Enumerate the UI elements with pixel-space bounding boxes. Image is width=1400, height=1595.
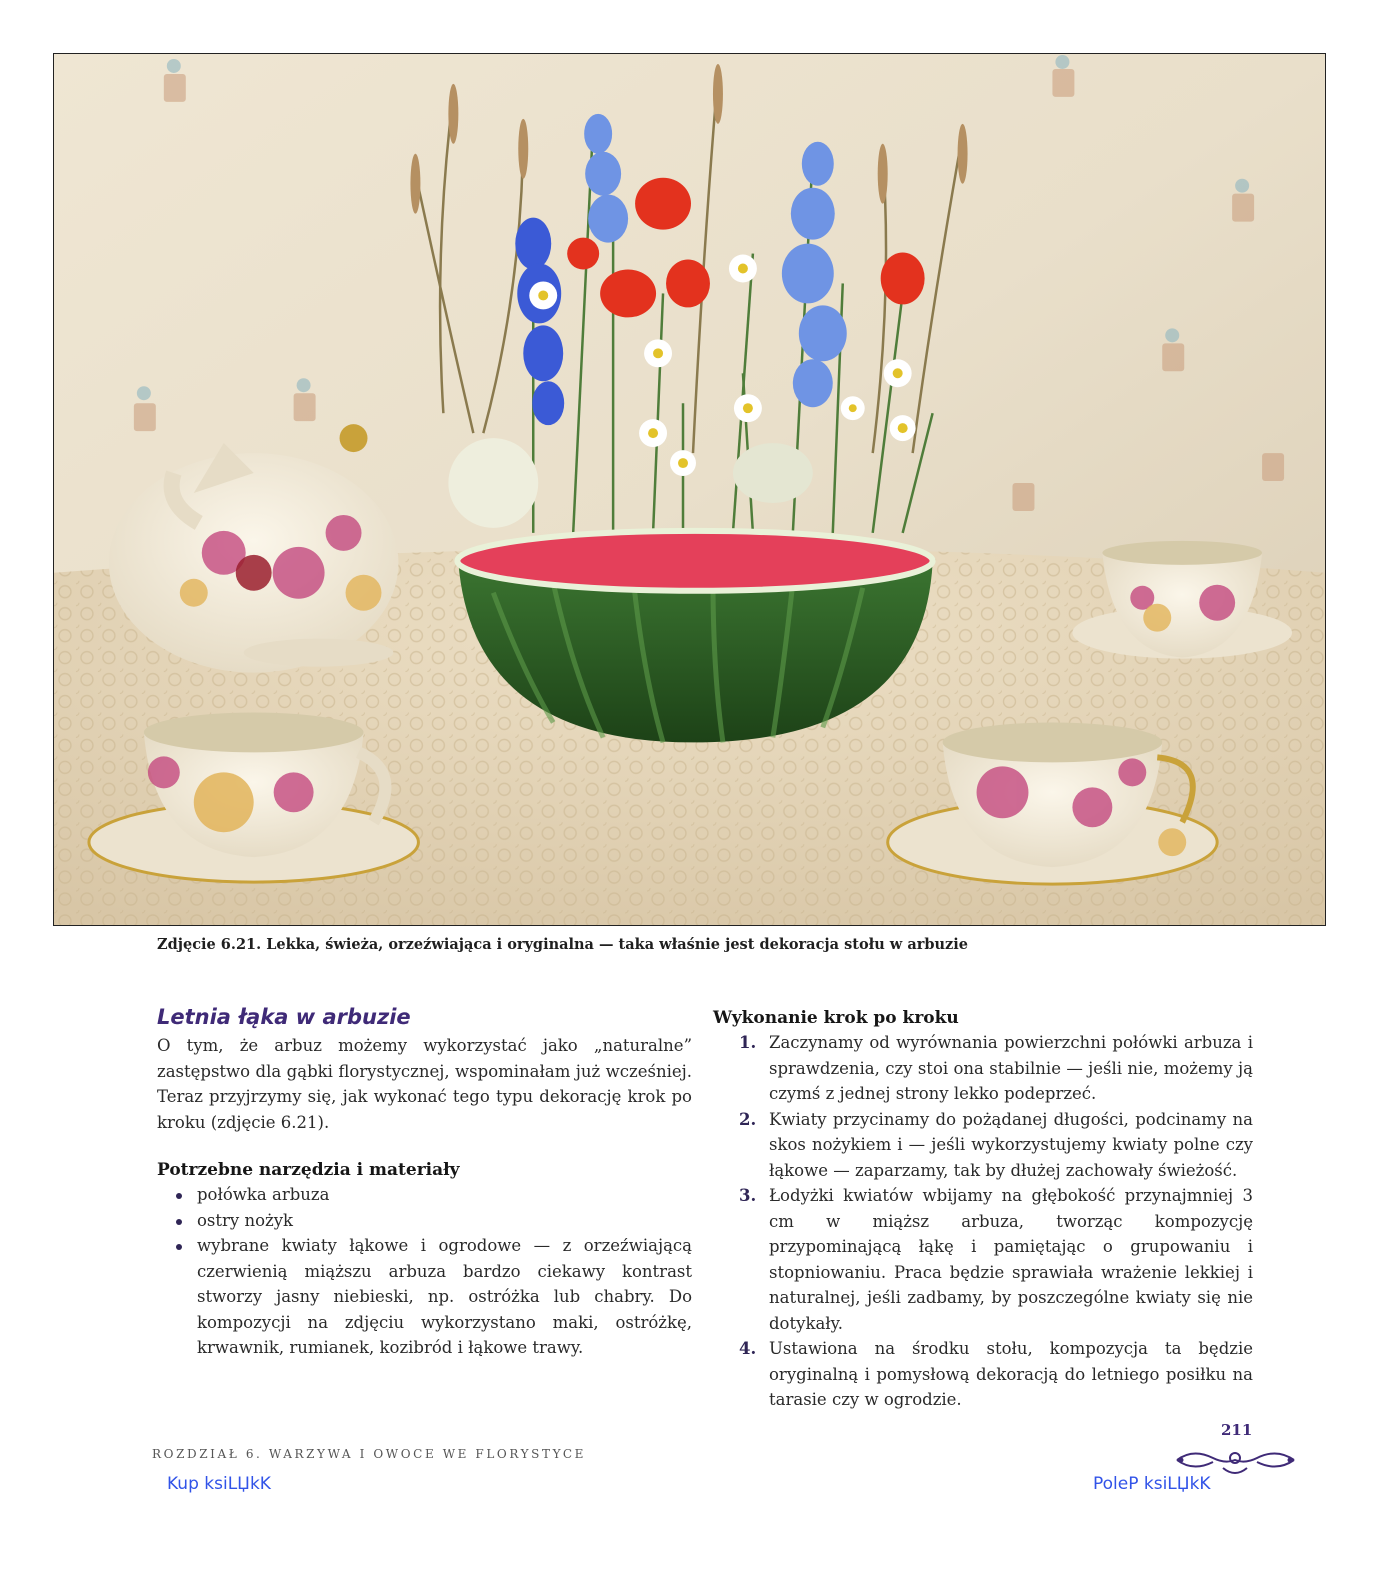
material-text: ostry nożyk [197, 1210, 294, 1230]
step-item [739, 1183, 1253, 1336]
materials-heading: Potrzebne narzędzia i materiały [157, 1160, 460, 1180]
list-item [197, 1182, 692, 1208]
step-item [739, 1030, 1253, 1107]
watermelon-centerpiece-photo [53, 53, 1326, 926]
chapter-footer: ROZDZIAŁ 6. WARZYWA I OWOCE WE FLORYSTYCE [152, 1447, 587, 1461]
material-text: wybrane kwiaty łąkowe i ogrodowe — z orzeźwiającą czerwienią miąższu arbuza bardzo ciekawy kontrast stworzy jasny niebieski, np. ostróżka lub chabry. Do kompozycji na zdjęciu wykorzystano maki, ostróżkę, krwawnik, rumianek, kozibród i łąkowe trawy. [197, 1236, 692, 1357]
recommend-book-link[interactable]: PoleP ksiLЏkK [1093, 1474, 1211, 1494]
step-text: Kwiaty przycinamy do pożądanej długości, podcinamy na skos nożykiem i — jeśli wykorzystujemy kwiaty polne czy łąkowe — zaparzamy, tak by dłużej zachowały świeżość. [769, 1109, 1253, 1180]
bullet-icon [176, 1244, 182, 1250]
steps-list [713, 1030, 1253, 1413]
intro-paragraph: O tym, że arbuz możemy wykorzystać jako „naturalne” zastępstwo dla gąbki florystycznej, wspominałam już wcześniej. Teraz przyjrzymy się, jak wykonać tego typu dekorację krok po kroku (zdjęcie 6.21). [157, 1036, 692, 1132]
step-number: 3. [739, 1186, 757, 1205]
step-text: Łodyżki kwiatów wbijamy na głębokość przynajmniej 3 cm w miąższ arbuza, tworząc kompozycję przypominającą łąkę i pamiętając o grupowaniu i stopniowaniu. Praca będzie sprawiała wrażenie lekkiej i naturalnej, jeśli zadbamy, by poszczególne kwiaty się nie dotykały. [769, 1186, 1253, 1333]
material-text: połówka arbuza [197, 1185, 330, 1204]
step-item [739, 1107, 1253, 1184]
page-number: 211 [1221, 1421, 1253, 1439]
step-number: 4. [739, 1339, 757, 1358]
list-item [197, 1233, 692, 1361]
materials-list [157, 1182, 692, 1361]
right-column [713, 1008, 1253, 1413]
bullet-icon [176, 1193, 182, 1199]
step-number: 2. [739, 1109, 757, 1129]
step-text: Ustawiona na środku stołu, kompozycja ta będzie oryginalną i pomysłową dekoracją do letniego posiłku na tarasie czy w ogrodzie. [769, 1339, 1253, 1409]
bullet-icon [176, 1219, 182, 1225]
step-number: 1. [739, 1033, 757, 1052]
step-item [739, 1336, 1253, 1413]
flourish-ornament-icon [1173, 1444, 1298, 1476]
step-text: Zaczynamy od wyrównania powierzchni połówki arbuza i sprawdzenia, czy stoi ona stabilnie — jeśli nie, możemy ją czymś z jednej strony lekko podeprzeć. [769, 1033, 1253, 1103]
steps-heading: Wykonanie krok po kroku [713, 1008, 959, 1028]
list-item [197, 1208, 692, 1234]
photo-caption: Zdjęcie 6.21. Lekka, świeża, orzeźwiająca i oryginalna — taka właśnie jest dekoracja stołu w arbuzie [157, 936, 969, 953]
section-title: Letnia łąka w arbuzie [157, 1005, 411, 1029]
left-column [157, 1005, 692, 1361]
buy-book-link[interactable]: Kup ksiLЏkK [167, 1474, 271, 1494]
